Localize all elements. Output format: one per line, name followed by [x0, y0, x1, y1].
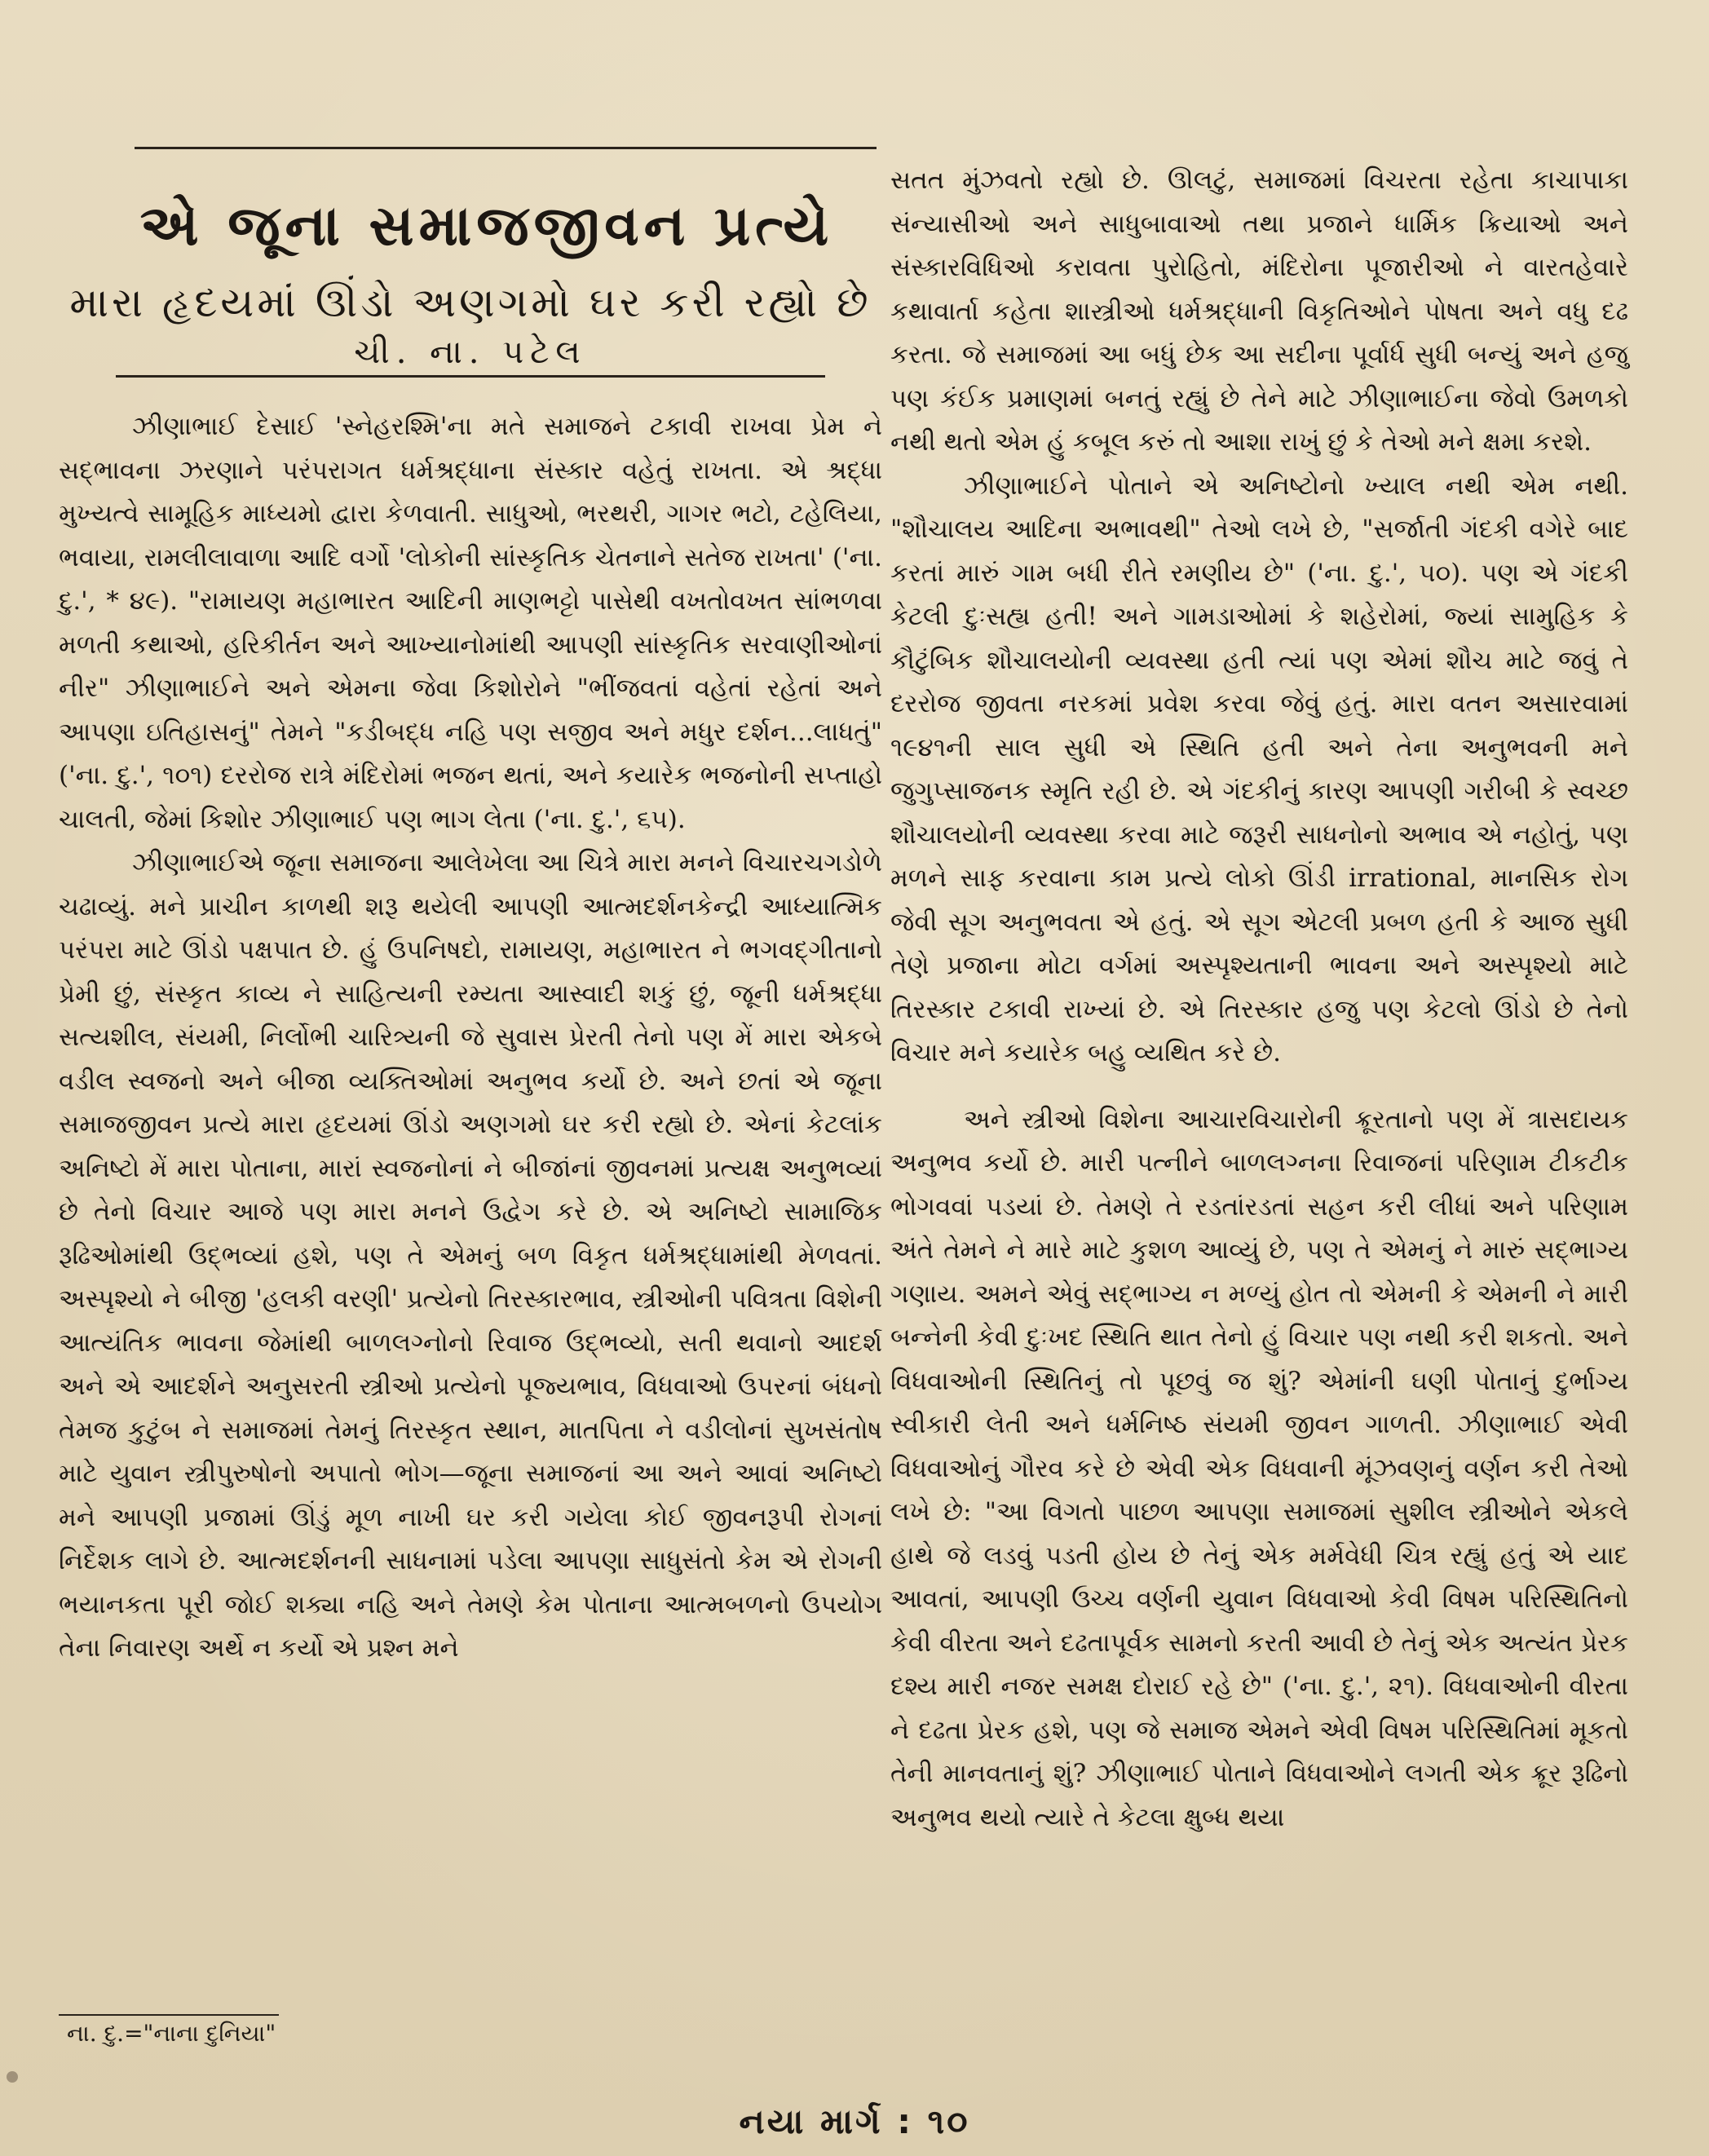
- binding-hole-mark: [7, 2071, 18, 2083]
- header-rule: [135, 147, 877, 149]
- footnote: ના. દુ.="નાના દુનિયા": [67, 2020, 276, 2047]
- page-folio: નયા માર્ગ : ૧૦: [739, 2101, 970, 2141]
- paragraph: ઝીણાભાઈને પોતાને એ અનિષ્ટોનો ખ્યાલ નથી એમ નથી. "શૌચાલય આદિના અભાવથી" તેઓ લખે છે, "સર્જાતી ગંદકી વગેરે બાદ કરતાં મારું ગામ બધી રીતે રમણીય છે" ('ના. દુ.', ૫૦). પણ એ ગંદકી કેટલી દુઃસહ્ય હતી! અને ગામડાઓમાં કે શહેરોમાં, જ્યાં સામુહિક કે કૌટુંબિક શૌચાલયોની વ્યવસ્થા હતી ત્યાં પણ એમાં શૌચ માટે જવું તે દરરોજ જીવતા નરકમાં પ્રવેશ કરવા જેવું હતું. મારા વતન અસારવામાં ૧૯૪૧ની સાલ સુધી એ સ્થિતિ હતી અને તેના અનુભવની મને જુગુપ્સાજનક સ્મૃતિ રહી છે. એ ગંદકીનું કારણ આપણી ગરીબી કે સ્વચ્છ શૌચાલયોની વ્યવસ્થા કરવા માટે જરૂરી સાધનોનો અભાવ એ નહોતું, પણ મળને સાફ કરવાના કામ પ્રત્યે લોકો ઊંડી irrational, માનસિક રોગ જેવી સૂગ અનુભવતા એ હતું. એ સૂગ એટલી પ્રબળ હતી કે આજ સુધી તેણે પ્રજાના મોટા વર્ગમાં અસ્પૃશ્યતાની ભાવના અને અસ્પૃશ્યો માટે તિરસ્કાર ટકાવી રાખ્યાં છે. એ તિરસ્કાર હજુ પણ કેટલો ઊંડો છે તેનો વિચાર મને કયારેક બહુ વ્યથિત કરે છે.: [890, 471, 1628, 1067]
- paragraph: ઝીણાભાઈ દેસાઈ 'સ્નેહરશ્મિ'ના મતે સમાજને ટકાવી રાખવા પ્રેમ ને સદ્ભાવના ઝરણાને પરંપરાગત ધર્મશ્રદ્ધાના સંસ્કાર વહેતું રાખતા. એ શ્રદ્ધા મુખ્યત્વે સામૂહિક માધ્યમો દ્વારા કેળવાતી. સાધુઓ, ભરથરી, ગાગર ભટો, ટહેલિયા, ભવાયા, રામલીલાવાળા આદિ વર્ગો 'લોકોની સાંસ્કૃતિક ચેતનાને સતેજ રાખતા' ('ના. દુ.', * ૪૯). "રામાયણ મહાભારત આદિની માણભટ્ટો પાસેથી વખતોવખત સાંભળવા મળતી કથાઓ, હરિકીર્તન અને આખ્યાનોમાંથી આપણી સાંસ્કૃતિક સરવાણીઓનાં નીર" ઝીણાભાઈને અને એમના જેવા કિશોરોને "ભીંજવતાં વહેતાં રહેતાં અને આપણા ઇતિહાસનું" તેમને "કડીબદ્ધ નહિ પણ સજીવ અને મધુર દર્શન...લાધતું" ('ના. દુ.', ૧૦૧) દરરોજ રાત્રે મંદિરોમાં ભજન થતાં, અને કયારેક ભજનોની સપ્તાહો ચાલતી, જેમાં કિશોર ઝીણાભાઈ પણ ભાગ લેતા ('ના. દુ.', ૬૫).: [59, 412, 882, 834]
- right-column-text: [890, 159, 1628, 1840]
- article-subtitle: મારા હૃદયમાં ઊંડો અણગમો ઘર કરી રહ્યો છે: [69, 279, 872, 326]
- paragraph: સતત મુંઝવતો રહ્યો છે. ઊલટું, સમાજમાં વિચરતા રહેતા કાચાપાકા સંન્યાસીઓ અને સાધુબાવાઓ તથા પ્રજાને ધાર્મિક ક્રિયાઓ અને સંસ્કારવિધિઓ કરાવતા પુરોહિતો, મંદિરોના પૂજારીઓ ને વારતહેવારે કથાવાર્તા કહેતા શાસ્ત્રીઓ ધર્મશ્રદ્ધાની વિકૃતિઓને પોષતા અને વધુ દઢ કરતા. જે સમાજમાં આ બધું છેક આ સદીના પૂર્વાર્ધ સુધી બન્યું અને હજુ પણ કંઈક પ્રમાણમાં બનતું રહ્યું છે તેને માટે ઝીણાભાઈના જેવો ઉમળકો નથી થતો એમ હું કબૂલ કરું તો આશા રાખું છું કે તેઓ મને ક્ષમા કરશે.: [890, 166, 1628, 457]
- article-title: એ જૂના સમાજજીવન પ્રત્યે: [139, 193, 834, 258]
- byline-rule: [116, 375, 825, 378]
- article-author: ચી. ના. પટેલ: [354, 334, 587, 371]
- paragraph: ઝીણાભાઈએ જૂના સમાજના આલેખેલા આ ચિત્રે મારા મનને વિચારચગડોળે ચઢાવ્યું. મને પ્રાચીન કાળથી શરૂ થયેલી આપણી આત્મદર્શનકેન્દ્રી આધ્યાત્મિક પરંપરા માટે ઊંડો પક્ષપાત છે. હું ઉપનિષદો, રામાયણ, મહાભારત ને ભગવદ્ગીતાનો પ્રેમી છું, સંસ્કૃત કાવ્ય ને સાહિત્યની રમ્યતા આસ્વાદી શકું છું, જૂની ધર્મશ્રદ્ધા સત્યશીલ, સંયમી, નિર્લોભી ચારિત્ર્યની જે સુવાસ પ્રેરતી તેનો પણ મેં મારા એકબે વડીલ સ્વજનો અને બીજા વ્યક્તિઓમાં અનુભવ કર્યો છે. અને છતાં એ જૂના સમાજજીવન પ્રત્યે મારા હૃદયમાં ઊંડો અણગમો ઘર કરી રહ્યો છે. એનાં કેટલાંક અનિષ્ટો મેં મારા પોતાના, મારાં સ્વજનોનાં ને બીજાંનાં જીવનમાં પ્રત્યક્ષ અનુભવ્યાં છે તેનો વિચાર આજે પણ મારા મનને ઉદ્વેગ કરે છે. એ અનિષ્ટો સામાજિક રૂઢિઓમાંથી ઉદ્ભવ્યાં હશે, પણ તે એમનું બળ વિકૃત ધર્મશ્રદ્ધામાંથી મેળવતાં. અસ્પૃશ્યો ને બીજી 'હલકી વરણી' પ્રત્યેનો તિરસ્કારભાવ, સ્ત્રીઓની પવિત્રતા વિશેની આત્યંતિક ભાવના જેમાંથી બાળલગ્નોનો રિવાજ ઉદ્ભવ્યો, સતી થવાનો આદર્શ અને એ આદર્શને અનુસરતી સ્ત્રીઓ પ્રત્યેનો પૂજ્યભાવ, વિધવાઓ ઉપરનાં બંધનો તેમજ કુટુંબ ને સમાજમાં તેમનું તિરસ્કૃત સ્થાન, માતપિતા ને વડીલોનાં સુખસંતોષ માટે યુવાન સ્ત્રીપુરુષોનો અપાતો ભોગ—જૂના સમાજનાં આ અને આવાં અનિષ્ટો મને આપણી પ્રજામાં ઊંડું મૂળ નાખી ઘર કરી ગયેલા કોઈ જીવનરૂપી રોગનાં નિર્દેશક લાગે છે. આત્મદર્શનની સાધનામાં પડેલા આપણા સાધુસંતો કેમ એ રોગની ભયાનકતા પૂરી જોઈ શક્યા નહિ અને તેમણે કેમ પોતાના આત્મબળનો ઉપયોગ તેના નિવારણ અર્થે ન કર્યો એ પ્રશ્ન મને: [59, 848, 882, 1663]
- left-column-text: [59, 405, 882, 1671]
- paragraph: અને સ્ત્રીઓ વિશેના આચારવિચારોની ક્રૂરતાનો પણ મેં ત્રાસદાયક અનુભવ કર્યો છે. મારી પત્નીને બાળલગ્નના રિવાજનાં પરિણામ ટીકટીક ભોગવવાં પડયાં છે. તેમણે તે રડતાંરડતાં સહન કરી લીધાં અને પરિણામ અંતે તેમને ને મારે માટે કુશળ આવ્યું છે, પણ તે એમનું ને મારું સદ્ભાગ્ય ગણાય. અમને એવું સદ્ભાગ્ય ન મળ્યું હોત તો એમની કે એમની ને મારી બન્નેની કેવી દુઃખદ સ્થિતિ થાત તેનો હું વિચાર પણ નથી કરી શકતો. અને વિધવાઓની સ્થિતિનું તો પૂછવું જ શું? એમાંની ઘણી પોતાનું દુર્ભાગ્ય સ્વીકારી લેતી અને ધર્મનિષ્ઠ સંયમી જીવન ગાળતી. ઝીણાભાઈ એવી વિધવાઓનું ગૌરવ કરે છે એવી એક વિધવાની મૂંઝવણનું વર્ણન કરી તેઓ લખે છે: "આ વિગતો પાછળ આપણા સમાજમાં સુશીલ સ્ત્રીઓને એકલે હાથે જે લડવું પડતી હોય છે તેનું એક મર્મવેધી ચિત્ર રહ્યું હતું એ યાદ આવતાં, આપણી ઉચ્ચ વર્ણની યુવાન વિધવાઓ કેવી વિષમ પરિસ્થિતિનો કેવી વીરતા અને દઢતાપૂર્વક સામનો કરતી આવી છે તેનું એક અત્યંત પ્રેરક દશ્ય મારી નજર સમક્ષ દોરાઈ રહે છે" ('ના. દુ.', ૨૧). વિધવાઓની વીરતા ને દઢતા પ્રેરક હશે, પણ જે સમાજ એમને એવી વિષમ પરિસ્થિતિમાં મૂકતો તેની માનવતાનું શું? ઝીણાભાઈ પોતાને વિધવાઓને લગતી એક ક્રૂર રૂઢિનો અનુભવ થયો ત્યારે તે કેટલા ક્ષુબ્ધ થયા: [890, 1104, 1628, 1832]
